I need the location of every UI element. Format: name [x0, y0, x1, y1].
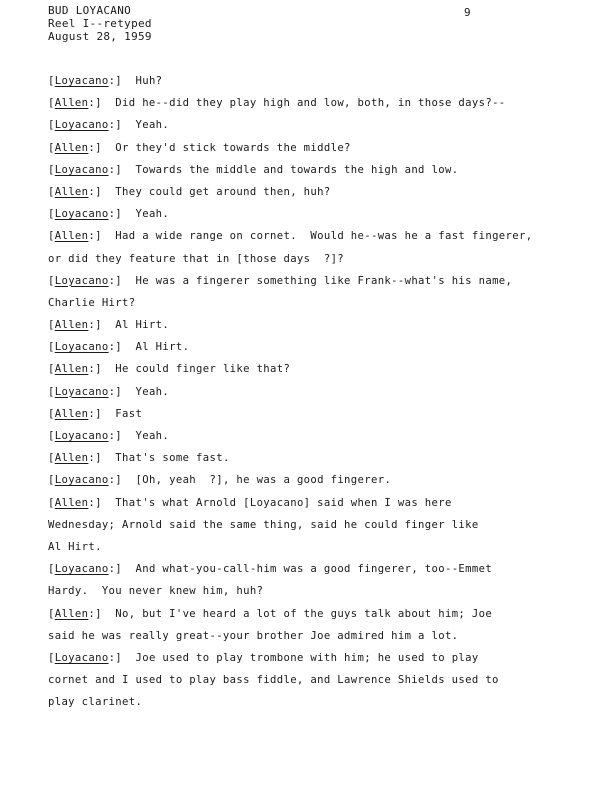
transcript-line — [48, 691, 588, 713]
line-text: Yeah. — [135, 430, 170, 442]
transcript-line — [48, 159, 588, 181]
transcript-line — [48, 181, 588, 203]
speaker-name: Allen — [54, 407, 89, 420]
speaker-tag: [Loyacano:] — [48, 430, 136, 442]
transcript-line — [48, 381, 588, 403]
speaker-name: Allen — [54, 185, 89, 198]
line-text: Hardy. You never knew him, huh? — [48, 585, 264, 598]
speaker-tag: [Loyacano:] — [48, 385, 136, 398]
line-text: Yeah. — [135, 385, 170, 398]
transcript-line — [48, 514, 588, 536]
line-text: And what-you-call-him was a good fingerer, too--Emmet — [135, 563, 493, 576]
line-text: Charlie Hirt? — [48, 296, 136, 309]
line-text: Did he--did they play high and low, both, in those days?-- — [115, 97, 506, 110]
reel-label: Reel I--retyped — [48, 17, 152, 30]
transcript-line — [48, 625, 588, 647]
speaker-tag: [Allen:] — [48, 607, 116, 620]
transcript-line — [48, 270, 588, 292]
line-text: Al Hirt. — [115, 319, 170, 332]
transcript-line — [48, 536, 588, 558]
speaker-tag: [Allen:] — [48, 230, 116, 243]
interview-date: August 28, 1959 — [48, 30, 152, 43]
transcript-line — [48, 558, 588, 580]
speaker-name: Loyacano — [54, 430, 109, 442]
line-text: Or they'd stick towards the middle? — [115, 141, 351, 154]
transcript-line — [48, 580, 588, 602]
line-text: Wednesday; Arnold said the same thing, said he could finger like — [48, 518, 479, 531]
line-text: Fast — [115, 407, 143, 420]
transcript-line — [48, 292, 588, 314]
transcript-line — [48, 403, 588, 425]
line-text: play clarinet. — [48, 696, 143, 709]
line-text: They could get around then, huh? — [115, 185, 331, 198]
transcript-line — [48, 469, 588, 491]
transcript-line — [48, 358, 588, 380]
speaker-tag: [Loyacano:] — [48, 474, 136, 487]
transcript-line — [48, 603, 588, 625]
line-text: Huh? — [135, 75, 163, 87]
page-number: 9 — [464, 6, 471, 19]
line-text: or did they feature that in [those days ?]? — [48, 252, 345, 265]
speaker-name: Loyacano — [54, 563, 109, 576]
speaker-tag: [Allen:] — [48, 496, 116, 509]
speaker-name: Allen — [54, 319, 89, 332]
transcript-line — [48, 447, 588, 469]
speaker-name: Loyacano — [54, 474, 109, 487]
transcript-line — [48, 137, 588, 159]
transcript-line — [48, 669, 588, 691]
transcript-line — [48, 314, 588, 336]
transcript-line — [48, 492, 588, 514]
speaker-name: Loyacano — [54, 651, 109, 664]
speaker-name: Loyacano — [54, 163, 109, 176]
speaker-tag: [Allen:] — [48, 452, 116, 465]
speaker-name: Loyacano — [54, 119, 109, 132]
speaker-tag: [Loyacano:] — [48, 341, 136, 354]
speaker-name: Allen — [54, 97, 89, 110]
line-text: That's what Arnold [Loyacano] said when I was here — [115, 496, 452, 509]
line-text: That's some fast. — [115, 452, 230, 465]
line-text: cornet and I used to play bass fiddle, and Lawrence Shields used to — [48, 674, 499, 687]
transcript-line — [48, 114, 588, 136]
line-text: Towards the middle and towards the high and low. — [135, 163, 459, 176]
speaker-tag: [Allen:] — [48, 185, 116, 198]
line-text: He was a fingerer something like Frank--what's his name, — [135, 274, 513, 287]
line-text: Had a wide range on cornet. Would he--was he a fast fingerer, — [115, 230, 533, 243]
speaker-name: Loyacano — [54, 274, 109, 287]
speaker-tag: [Allen:] — [48, 363, 116, 376]
speaker-tag: [Allen:] — [48, 407, 116, 420]
speaker-name: Loyacano — [54, 341, 109, 354]
transcript-line — [48, 225, 588, 247]
speaker-tag: [Allen:] — [48, 141, 116, 154]
line-text: No, but I've heard a lot of the guys talk about him; Joe — [115, 607, 493, 620]
transcript-line — [48, 203, 588, 225]
line-text: said he was really great--your brother Joe admired him a lot. — [48, 629, 459, 642]
speaker-tag: [Loyacano:] — [48, 75, 136, 87]
speaker-tag: [Loyacano:] — [48, 163, 136, 176]
speaker-name: Allen — [54, 452, 89, 465]
speaker-name: Loyacano — [54, 75, 109, 87]
line-text: Al Hirt. — [48, 540, 102, 553]
line-text: Yeah. — [135, 119, 170, 132]
interviewee-name: BUD LOYACANO — [48, 4, 132, 17]
speaker-tag: [Loyacano:] — [48, 274, 136, 287]
transcript-line — [48, 248, 588, 270]
speaker-tag: [Allen:] — [48, 319, 116, 332]
speaker-tag: [Allen:] — [48, 97, 116, 110]
speaker-tag: [Loyacano:] — [48, 563, 136, 576]
speaker-name: Loyacano — [54, 385, 109, 398]
speaker-name: Allen — [54, 141, 89, 154]
speaker-tag: [Loyacano:] — [48, 208, 136, 221]
speaker-name: Allen — [54, 230, 89, 243]
transcript-line — [48, 92, 588, 114]
speaker-name: Allen — [54, 363, 89, 376]
line-text: Al Hirt. — [135, 341, 190, 354]
line-text: Yeah. — [135, 208, 170, 221]
line-text: [Oh, yeah ?], he was a good fingerer. — [135, 474, 392, 487]
transcript-line — [48, 425, 588, 447]
transcript-line — [48, 336, 588, 358]
line-text: He could finger like that? — [115, 363, 291, 376]
speaker-tag: [Loyacano:] — [48, 119, 136, 132]
transcript-line — [48, 70, 588, 92]
transcript-line — [48, 647, 588, 669]
speaker-name: Allen — [54, 496, 89, 509]
page-header — [48, 4, 152, 43]
speaker-name: Loyacano — [54, 208, 109, 221]
speaker-tag: [Loyacano:] — [48, 651, 136, 664]
line-text: Joe used to play trombone with him; he used to play — [135, 651, 479, 664]
speaker-name: Allen — [54, 607, 89, 620]
transcript-body — [48, 70, 588, 713]
